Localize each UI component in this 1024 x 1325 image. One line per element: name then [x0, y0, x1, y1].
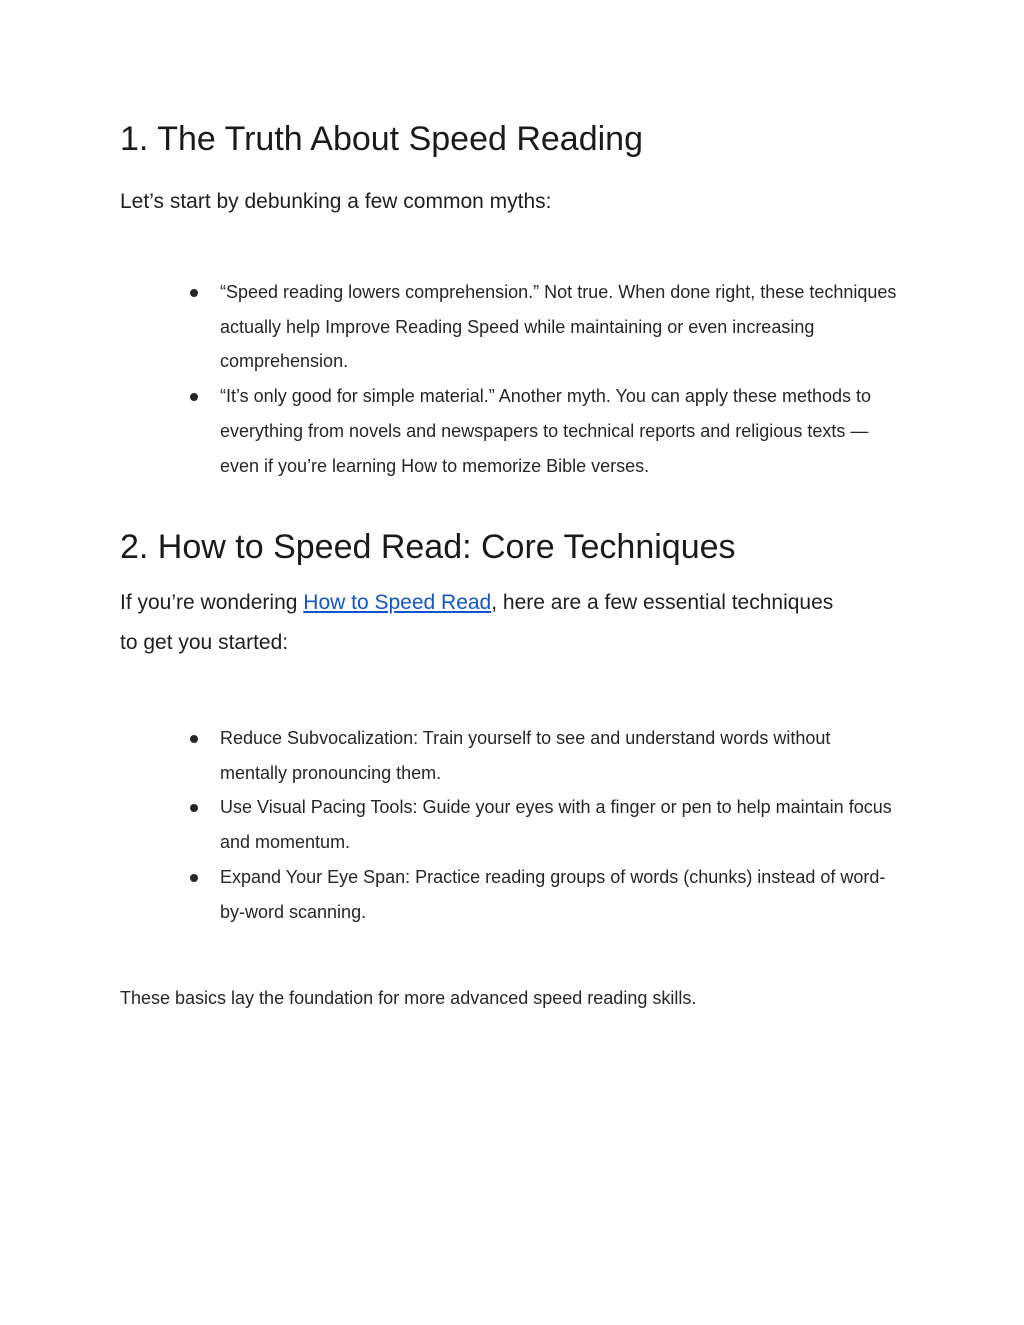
list-item [182, 721, 902, 790]
list-item-text: Use Visual Pacing Tools: Guide your eyes with a finger or pen to help maintain focus and momentum. [220, 797, 892, 853]
list-item [182, 860, 902, 929]
list-item [182, 379, 902, 483]
closing-paragraph: These basics lay the foundation for more advanced speed reading skills. [120, 988, 697, 1008]
techniques-list [182, 721, 902, 929]
bullet-icon [190, 289, 198, 297]
section-2-heading: 2. How to Speed Read: Core Techniques [120, 528, 736, 566]
bullet-icon [190, 874, 198, 882]
bullet-icon [190, 393, 198, 401]
list-item [182, 275, 902, 379]
section-2-intro [120, 583, 840, 663]
section-2-intro-after: , here are a few essential techniques to get you started: [120, 591, 834, 654]
section-1-heading: 1. The Truth About Speed Reading [120, 120, 643, 158]
list-item-text: Expand Your Eye Span: Practice reading groups of words (chunks) instead of word-by-word scanning. [220, 866, 886, 922]
how-to-speed-read-link[interactable]: How to Speed Read [303, 591, 492, 614]
bullet-icon [190, 804, 198, 812]
list-item [182, 790, 902, 859]
list-item-text: Reduce Subvocalization: Train yourself to see and understand words without mentally pronouncing them. [220, 728, 831, 783]
section-2-intro-before: If you’re wondering [120, 591, 304, 614]
list-item-text: “Speed reading lowers comprehension.” Not true. When done right, these techniques actually help Improve Reading Speed while maintaining or even increasing comprehension. [220, 282, 897, 372]
list-item-text: “It’s only good for simple material.” Another myth. You can apply these methods to everything from novels and newspapers to technical reports and religious texts — even if you’re learning How to memorize Bible verses. [220, 386, 872, 476]
bullet-icon [190, 735, 198, 743]
section-1-intro: Let’s start by debunking a few common myths: [120, 190, 552, 213]
myths-list [182, 275, 902, 483]
